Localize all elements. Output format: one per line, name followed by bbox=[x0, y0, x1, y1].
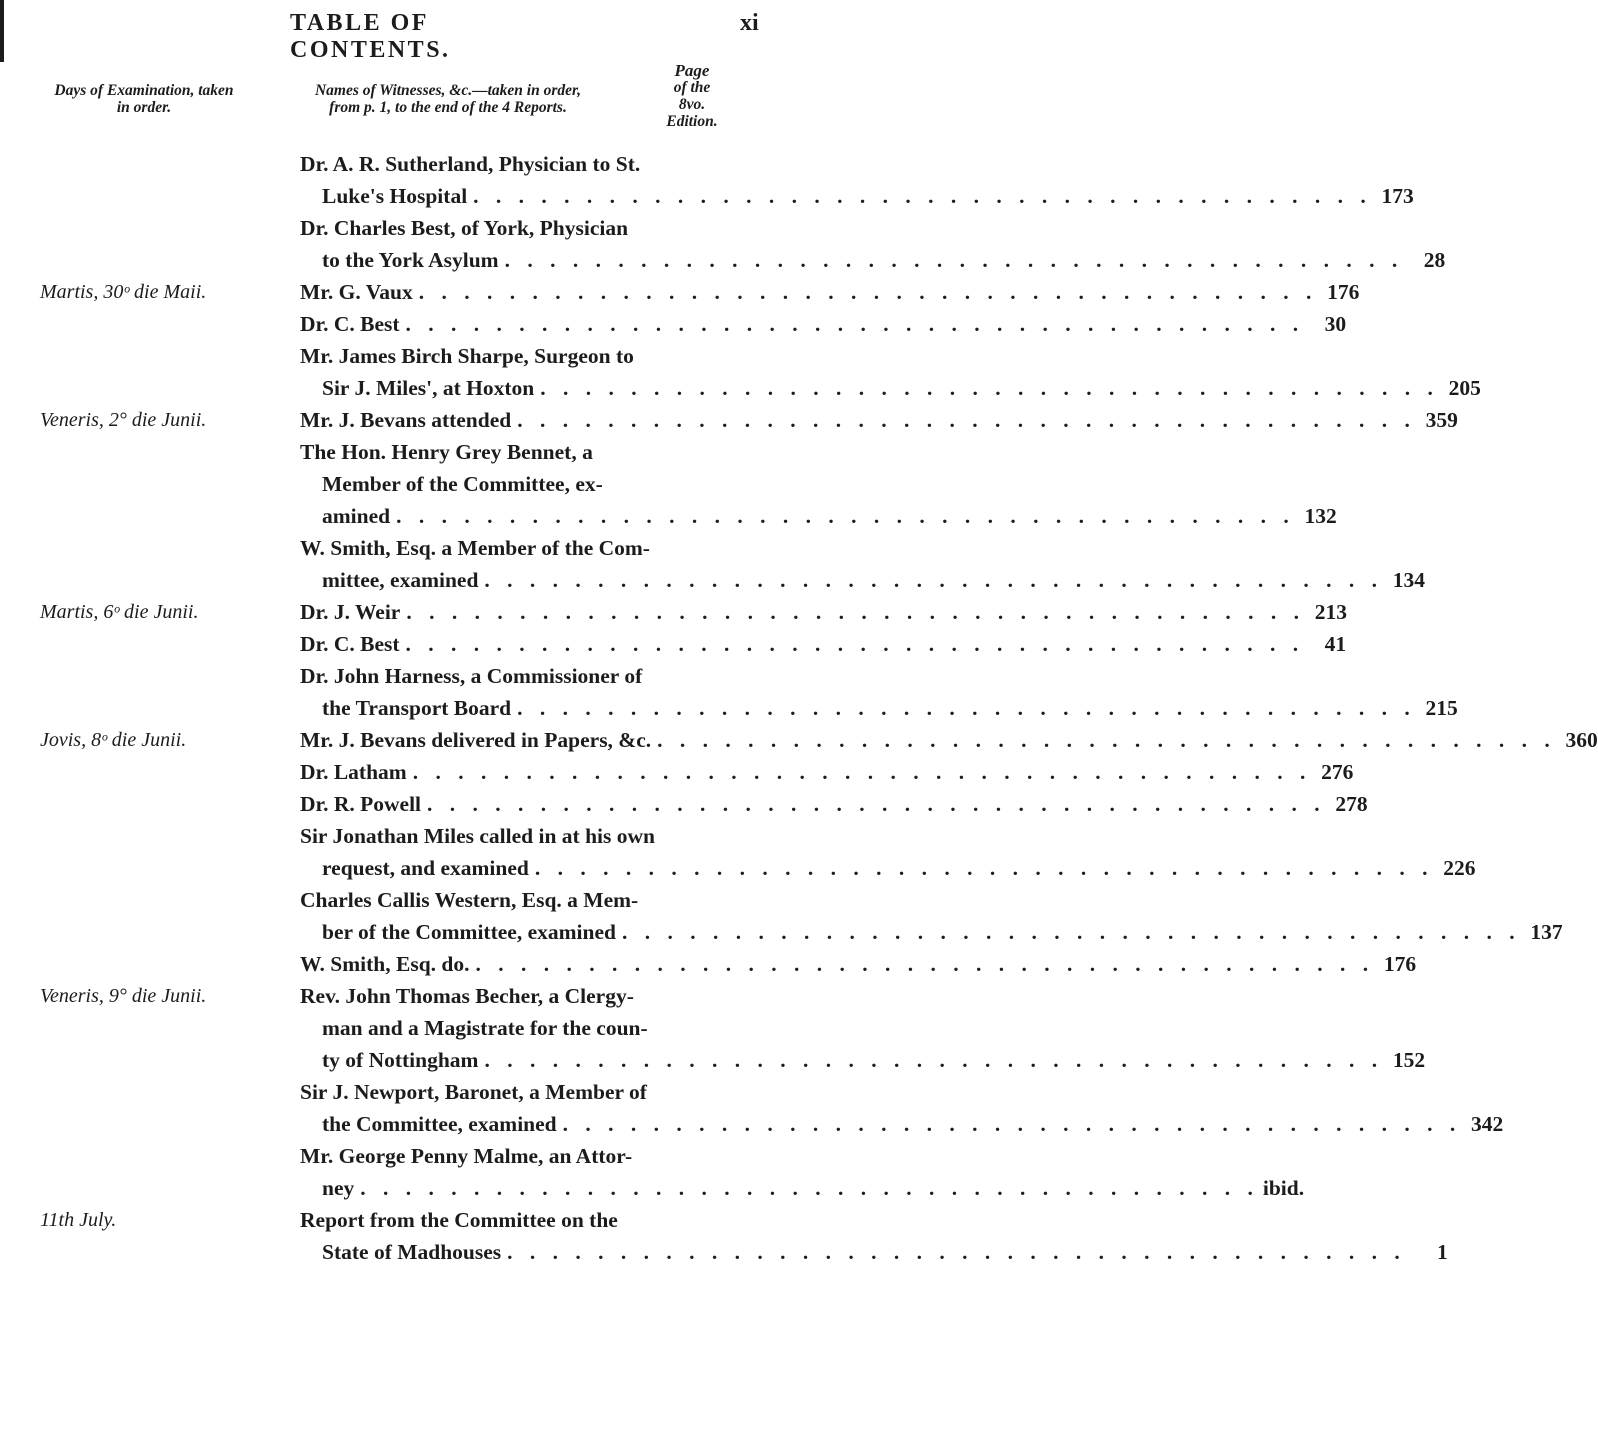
witness-name-last-line: Sir J. Miles', at Hoxton bbox=[322, 376, 535, 400]
witness-entry bbox=[300, 724, 1598, 756]
witness-name-line: Member of the Committee, ex- bbox=[322, 472, 603, 496]
witness-name-last-line: mittee, examined bbox=[322, 568, 479, 592]
contents-entry bbox=[0, 308, 1347, 340]
witness-name-last-line: W. Smith, Esq. do. bbox=[300, 952, 470, 976]
page-reference: 41 bbox=[1324, 632, 1347, 656]
contents-entry bbox=[0, 660, 1458, 724]
page-reference: 205 bbox=[1448, 376, 1481, 400]
page-reference: 30 bbox=[1324, 312, 1347, 336]
leader-line bbox=[300, 756, 1354, 788]
dot-leader: . . . . . . . . . . . . . . . . . . . . . . . . . . . . . . . . . . . . . . . . bbox=[396, 504, 1295, 528]
dot-leader: . . . . . . . . . . . . . . . . . . . . . . . . . . . . . . . . . . . . . . . . bbox=[621, 920, 1521, 944]
dot-leader: . . . . . . . . . . . . . . . . . . . . . . . . . . . . . . . . . . . . . . . . bbox=[484, 1048, 1384, 1072]
witness-name-last-line: Dr. Latham bbox=[300, 760, 407, 784]
witness-name-last-line: ney bbox=[322, 1176, 355, 1200]
column-header-page-line: Edition. bbox=[666, 113, 718, 130]
column-header-page-line: of the bbox=[673, 79, 711, 96]
page-reference: 173 bbox=[1381, 184, 1414, 208]
witness-name-last-line: the Committee, examined bbox=[322, 1112, 557, 1136]
dot-leader: . . . . . . . . . . . . . . . . . . . . . . . . . . . . . . . . . . . . . . . . bbox=[412, 760, 1312, 784]
dot-leader: . . . . . . . . . . . . . . . . . . . . . . . . . . . . . . . . . . . . . . . . bbox=[484, 568, 1384, 592]
contents-entry bbox=[0, 436, 1337, 532]
leader-line bbox=[300, 180, 1414, 212]
page-reference: 226 bbox=[1443, 856, 1476, 880]
witness-entry bbox=[300, 820, 1476, 884]
leader-line bbox=[300, 916, 1563, 948]
dot-leader: . . . . . . . . . . . . . . . . . . . . . . . . . . . . . . . . . . . . . . . . bbox=[517, 696, 1416, 720]
contents-entry bbox=[0, 980, 1426, 1076]
running-title: TABLE OF CONTENTS. bbox=[290, 10, 451, 63]
witness-entry bbox=[300, 884, 1563, 948]
contents-entry bbox=[0, 1140, 1305, 1204]
witness-entry bbox=[300, 596, 1347, 628]
contents-entry bbox=[0, 404, 1458, 436]
contents-entry bbox=[0, 724, 1598, 756]
contents-entry bbox=[0, 596, 1347, 628]
contents-entry bbox=[0, 628, 1347, 660]
page-reference: 152 bbox=[1392, 1048, 1426, 1072]
witness-name-last-line: Dr. R. Powell bbox=[300, 792, 422, 816]
dot-leader: . . . . . . . . . . . . . . . . . . . . . . . . . . . . . . . . . . . . . . . . bbox=[562, 1112, 1462, 1136]
column-header-page bbox=[626, 62, 758, 130]
column-header-names-line: from p. 1, to the end of the 4 Reports. bbox=[329, 99, 567, 116]
witness-entry bbox=[300, 756, 1354, 788]
contents-entry bbox=[0, 1076, 1504, 1140]
contents-entry bbox=[0, 1204, 1448, 1268]
contents-entry bbox=[0, 820, 1476, 884]
witness-name-last-line: Mr. J. Bevans delivered in Papers, &c. bbox=[300, 728, 652, 752]
examination-day: 11th July. bbox=[40, 1209, 117, 1231]
dot-leader: . . . . . . . . . . . . . . . . . . . . . . . . . . . . . . . . . . . . . . . . bbox=[418, 280, 1318, 304]
witness-entry bbox=[300, 1140, 1305, 1204]
page-reference: 276 bbox=[1321, 760, 1354, 784]
page-reference: 176 bbox=[1383, 952, 1417, 976]
witness-name-line: Sir J. Newport, Baronet, a Member of bbox=[300, 1080, 647, 1104]
leader-line bbox=[300, 628, 1347, 660]
witness-name-line: Dr. Charles Best, of York, Physician bbox=[300, 216, 629, 240]
contents-entry bbox=[0, 788, 1368, 820]
leader-line bbox=[300, 404, 1458, 436]
witness-name-line: Dr. John Harness, a Commissioner of bbox=[300, 664, 643, 688]
page-reference: 134 bbox=[1392, 568, 1426, 592]
leader-line bbox=[300, 724, 1598, 756]
leader-line bbox=[300, 564, 1426, 596]
contents-entry bbox=[0, 340, 1481, 404]
column-header-page-line: 8vo. bbox=[678, 96, 706, 113]
witness-entry bbox=[300, 436, 1337, 532]
dot-leader: . . . . . . . . . . . . . . . . . . . . . . . . . . . . . . . . . . . . . . . . bbox=[657, 728, 1556, 752]
page-reference: 215 bbox=[1425, 696, 1458, 720]
dot-leader: . . . . . . . . . . . . . . . . . . . . . . . . . . . . . . . . . . . . . . . . bbox=[504, 248, 1404, 272]
column-header-names-line: Names of Witnesses, &c.—taken in order, bbox=[314, 82, 582, 99]
examination-day: Martis, 6ᵒ die Junii. bbox=[40, 601, 199, 623]
witness-name-line: Sir Jonathan Miles called in at his own bbox=[300, 824, 656, 848]
leader-line bbox=[300, 1108, 1504, 1140]
dot-leader: . . . . . . . . . . . . . . . . . . . . . . . . . . . . . . . . . . . . . . . . bbox=[540, 376, 1439, 400]
examination-day: Veneris, 9° die Junii. bbox=[40, 985, 207, 1007]
witness-name-last-line: Dr. C. Best bbox=[300, 632, 400, 656]
witness-entry bbox=[300, 628, 1347, 660]
dot-leader: . . . . . . . . . . . . . . . . . . . . . . . . . . . . . . . . . . . . . . . . bbox=[360, 1176, 1259, 1200]
dot-leader: . . . . . . . . . . . . . . . . . . . . . . . . . . . . . . . . . . . . . . . . bbox=[405, 632, 1305, 656]
page-reference: 342 bbox=[1471, 1112, 1504, 1136]
witness-name-line: Mr. James Birch Sharpe, Surgeon to bbox=[300, 344, 634, 368]
witness-name-line: The Hon. Henry Grey Bennet, a bbox=[300, 440, 593, 464]
contents-entry bbox=[0, 532, 1426, 596]
page-reference: 28 bbox=[1423, 248, 1446, 272]
dot-leader: . . . . . . . . . . . . . . . . . . . . . . . . . . . . . . . . . . . . . . . . bbox=[534, 856, 1434, 880]
page-number: xi bbox=[740, 10, 759, 36]
witness-name-line: Report from the Committee on the bbox=[300, 1208, 618, 1232]
dot-leader: . . . . . . . . . . . . . . . . . . . . . . . . . . . . . . . . . . . . . . . . bbox=[475, 952, 1375, 976]
page-reference: 176 bbox=[1327, 280, 1360, 304]
page-reference: 137 bbox=[1530, 920, 1563, 944]
dot-leader: . . . . . . . . . . . . . . . . . . . . . . . . . . . . . . . . . . . . . . . . bbox=[473, 184, 1372, 208]
contents-entry bbox=[0, 884, 1563, 948]
witness-name-last-line: Dr. C. Best bbox=[300, 312, 400, 336]
witness-name-line: Charles Callis Western, Esq. a Mem- bbox=[300, 888, 639, 912]
examination-day: Martis, 30ᵒ die Maii. bbox=[40, 281, 207, 303]
witness-entry bbox=[300, 1076, 1504, 1140]
witness-entry bbox=[300, 660, 1458, 724]
witness-name-last-line: ty of Nottingham bbox=[322, 1048, 479, 1072]
column-header-days bbox=[14, 82, 274, 116]
page-edge-rule bbox=[0, 0, 4, 62]
witness-entry bbox=[300, 308, 1347, 340]
leader-line bbox=[300, 244, 1446, 276]
witness-name-last-line: to the York Asylum bbox=[322, 248, 499, 272]
witness-name-line: Mr. George Penny Malme, an Attor- bbox=[300, 1144, 633, 1168]
witness-entry bbox=[300, 980, 1426, 1076]
dot-leader: . . . . . . . . . . . . . . . . . . . . . . . . . . . . . . . . . . . . . . . . bbox=[405, 312, 1305, 336]
examination-day: Jovis, 8ᵒ die Junii. bbox=[40, 729, 187, 751]
witness-name-last-line: Luke's Hospital bbox=[322, 184, 468, 208]
witness-name-last-line: Dr. J. Weir bbox=[300, 600, 401, 624]
witness-name-line: W. Smith, Esq. a Member of the Com- bbox=[300, 536, 650, 560]
column-header-days-line: Days of Examination, taken bbox=[54, 82, 234, 99]
witness-name-last-line: Mr. G. Vaux bbox=[300, 280, 413, 304]
contents-entry bbox=[0, 148, 1414, 212]
witness-entry bbox=[300, 788, 1368, 820]
leader-line bbox=[300, 372, 1481, 404]
witness-entry bbox=[300, 340, 1481, 404]
witness-entry bbox=[300, 948, 1417, 980]
witness-entry bbox=[300, 276, 1360, 308]
page-reference: ibid. bbox=[1262, 1176, 1305, 1200]
leader-line bbox=[300, 1044, 1426, 1076]
page-reference: 1 bbox=[1437, 1240, 1448, 1264]
leader-line bbox=[300, 596, 1347, 628]
leader-line bbox=[300, 692, 1458, 724]
leader-line bbox=[300, 852, 1476, 884]
leader-line bbox=[300, 1172, 1305, 1204]
witness-name-last-line: amined bbox=[322, 504, 391, 528]
page-reference: 359 bbox=[1425, 408, 1458, 432]
column-header-days-line: in order. bbox=[116, 99, 172, 116]
witness-name-line: Rev. John Thomas Becher, a Clergy- bbox=[300, 984, 634, 1008]
witness-name-line: man and a Magistrate for the coun- bbox=[322, 1016, 648, 1040]
leader-line bbox=[300, 948, 1417, 980]
witness-entry bbox=[300, 532, 1426, 596]
dot-leader: . . . . . . . . . . . . . . . . . . . . . . . . . . . . . . . . . . . . . . . . bbox=[406, 600, 1305, 624]
witness-name-last-line: Mr. J. Bevans attended bbox=[300, 408, 512, 432]
contents-list bbox=[0, 148, 1598, 1268]
dot-leader: . . . . . . . . . . . . . . . . . . . . . . . . . . . . . . . . . . . . . . . . bbox=[517, 408, 1416, 432]
column-header-names bbox=[238, 82, 658, 116]
witness-entry bbox=[300, 148, 1414, 212]
contents-entry bbox=[0, 948, 1417, 980]
witness-entry bbox=[300, 212, 1446, 276]
column-header-page-line: Page bbox=[674, 61, 710, 80]
page-reference: 360 bbox=[1565, 728, 1598, 752]
witness-name-last-line: request, and examined bbox=[322, 856, 529, 880]
witness-name-line: Dr. A. R. Sutherland, Physician to St. bbox=[300, 152, 641, 176]
page-reference: 213 bbox=[1314, 600, 1347, 624]
leader-line bbox=[300, 788, 1368, 820]
page-reference: 278 bbox=[1335, 792, 1368, 816]
leader-line bbox=[300, 308, 1347, 340]
dot-leader: . . . . . . . . . . . . . . . . . . . . . . . . . . . . . . . . . . . . . . . . bbox=[427, 792, 1326, 816]
leader-line bbox=[300, 276, 1360, 308]
witness-name-last-line: State of Madhouses bbox=[322, 1240, 502, 1264]
page-reference: 132 bbox=[1304, 504, 1337, 528]
contents-entry bbox=[0, 276, 1360, 308]
dot-leader: . . . . . . . . . . . . . . . . . . . . . . . . . . . . . . . . . . . . . . . . bbox=[507, 1240, 1406, 1264]
leader-line bbox=[300, 1236, 1448, 1268]
contents-entry bbox=[0, 756, 1354, 788]
witness-entry bbox=[300, 404, 1458, 436]
examination-day: Veneris, 2° die Junii. bbox=[40, 409, 207, 431]
witness-name-last-line: ber of the Committee, examined bbox=[322, 920, 616, 944]
leader-line bbox=[300, 500, 1337, 532]
witness-name-last-line: the Transport Board bbox=[322, 696, 512, 720]
witness-entry bbox=[300, 1204, 1448, 1268]
contents-entry bbox=[0, 212, 1446, 276]
